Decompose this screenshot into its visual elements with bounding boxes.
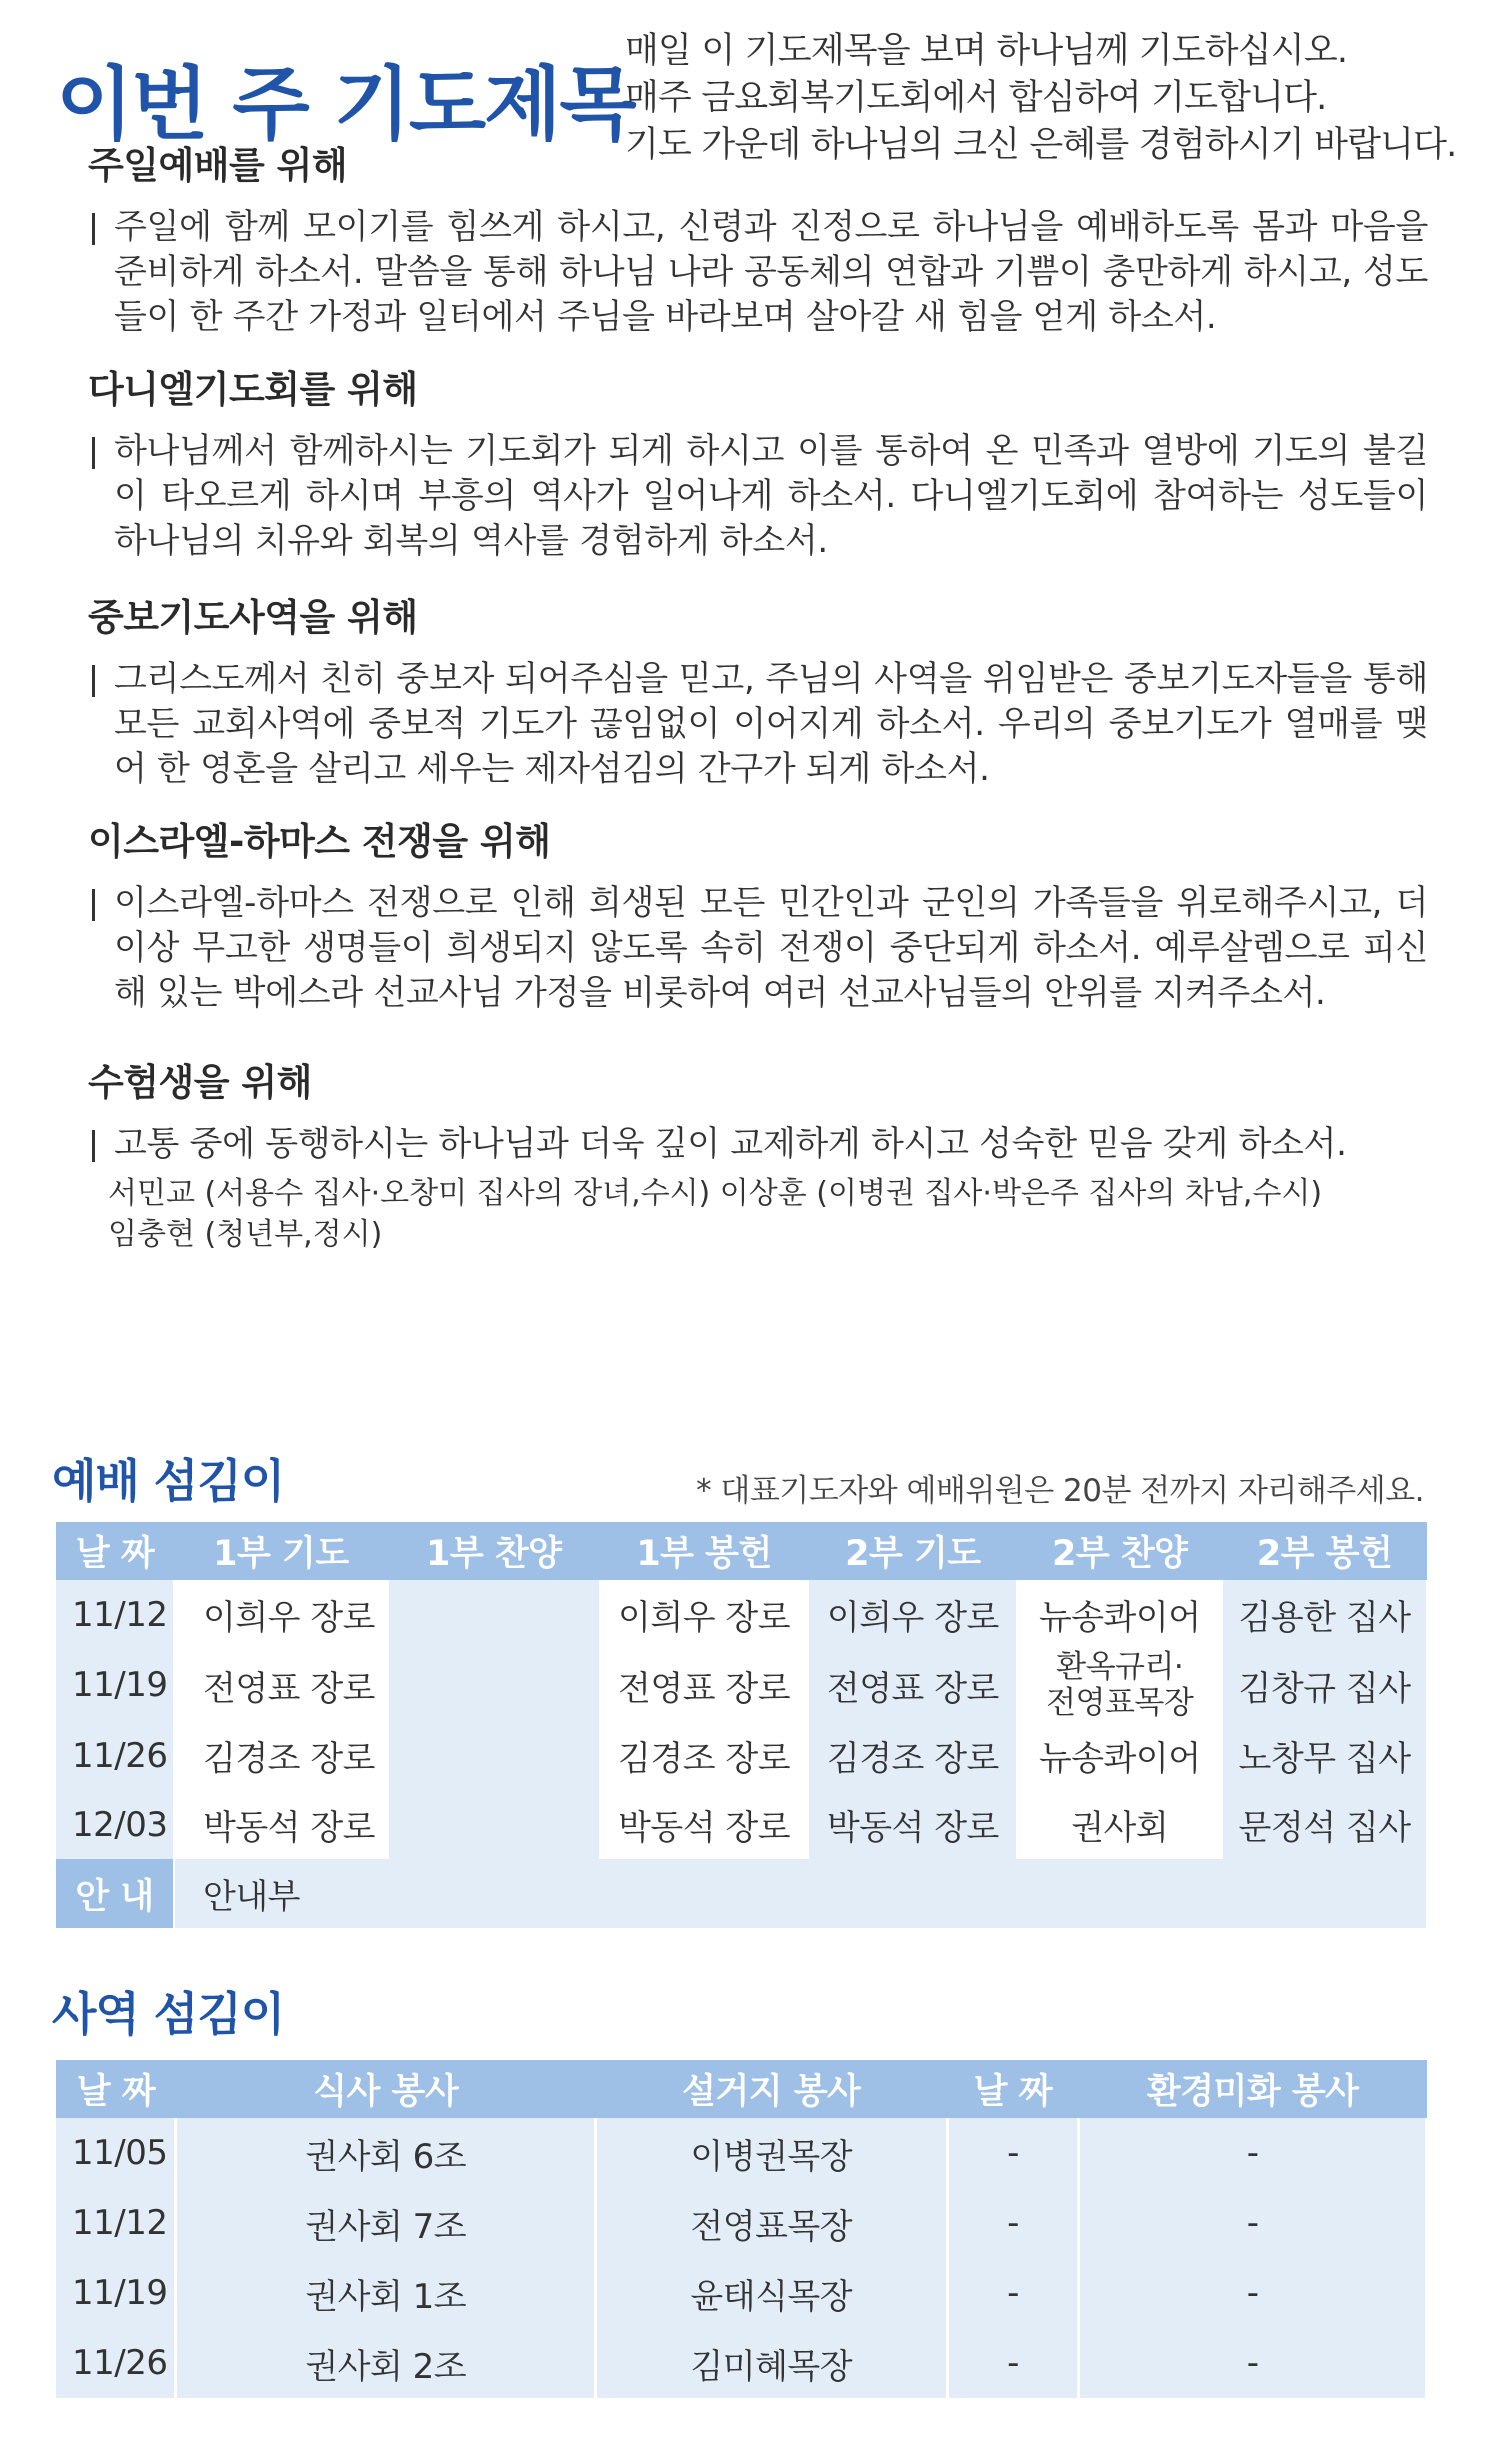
cell: 윤태식목장 (595, 2258, 947, 2328)
table-row (56, 2328, 1427, 2398)
page-title: 이번 주 기도제목 (56, 58, 635, 151)
column-header: 1부 기도 (174, 1522, 388, 1580)
guide-row (56, 1859, 1427, 1928)
cell: 권사회 2조 (176, 2328, 595, 2398)
cell: 전영표목장 (595, 2188, 947, 2258)
date-cell: 12/03 (56, 1790, 174, 1859)
cell (388, 1790, 600, 1859)
cell (388, 1721, 600, 1790)
cell: 김경조 장로 (174, 1721, 388, 1790)
cell: 김창규 집사 (1222, 1649, 1427, 1721)
cell: 김경조 장로 (600, 1721, 809, 1790)
prayer-body: 그리스도께서 친히 중보자 되어주심을 믿고, 주님의 사역을 위임받은 중보기도자들을 통해 모든 교회사역에 중보적 기도가 끊임없이 이어지게 하소서. 우리의 중보기도가 열매를 맺어 한 영혼을 살리고 세우는 제자섬김의 간구가 되게 하소서. (114, 657, 1428, 792)
prayer-body: 이스라엘-하마스 전쟁으로 인해 희생된 모든 민간인과 군인의 가족들을 위로해주시고, 더 이상 무고한 생명들이 희생되지 않도록 속히 전쟁이 중단되게 하소서. 예루살렘으로 피신해 있는 박에스라 선교사님 가정을 비롯하여 여러 선교사님들의 안위를 지켜주소서. (114, 881, 1428, 1016)
prayer-body: 하나님께서 함께하시는 기도회가 되게 하시고 이를 통하여 온 민족과 열방에 기도의 불길이 타오르게 하시며 부흥의 역사가 일어나게 하소서. 다니엘기도회에 참여하는 성도들이 하나님의 치유와 회복의 역사를 경험하게 하소서. (114, 429, 1428, 564)
cell: - (947, 2258, 1079, 2328)
table-row (56, 2258, 1427, 2328)
cell: 권사회 1조 (176, 2258, 595, 2328)
cell: 이병권목장 (595, 2118, 947, 2188)
prayer-heading: 주일예배를 위해 (88, 144, 348, 187)
column-header: 2부 기도 (808, 1522, 1017, 1580)
date-cell: 11/19 (56, 1649, 174, 1721)
cell (388, 1649, 600, 1721)
date-cell: 11/12 (56, 2188, 176, 2258)
guide-label: 안 내 (56, 1859, 174, 1928)
date-cell: 11/12 (56, 1580, 174, 1649)
cell: 김미혜목장 (595, 2328, 947, 2398)
cell: 박동석 장로 (600, 1790, 809, 1859)
guide-value: 안내부 (174, 1859, 1427, 1928)
column-header: 날 짜 (56, 1522, 174, 1580)
intro-line: 매일 이 기도제목을 보며 하나님께 기도하십시오. (625, 31, 1348, 71)
cell: 권사회 6조 (176, 2118, 595, 2188)
cell: 문정석 집사 (1222, 1790, 1427, 1859)
student-names: 임충현 (청년부,정시) (108, 1217, 383, 1252)
cell: - (947, 2188, 1079, 2258)
cell: 전영표 장로 (174, 1649, 388, 1721)
column-header: 날 짜 (56, 2060, 176, 2118)
date-cell: 11/19 (56, 2258, 176, 2328)
cell: 노창무 집사 (1222, 1721, 1427, 1790)
table-header-row (56, 1522, 1427, 1580)
worship-note: * 대표기도자와 예배위원은 20분 전까지 자리해주세요. (696, 1473, 1424, 1509)
date-cell: 11/26 (56, 2328, 176, 2398)
prayer-body: 주일에 함께 모이기를 힘쓰게 하시고, 신령과 진정으로 하나님을 예배하도록 몸과 마음을 준비하게 하소서. 말씀을 통해 하나님 나라 공동체의 연합과 기쁨이 충만하게 하시고, 성도들이 한 주간 가정과 일터에서 주님을 바라보며 살아갈 새 힘을 얻게 하소서. (114, 205, 1428, 340)
table-row (56, 1721, 1427, 1790)
cell: - (1079, 2188, 1427, 2258)
column-header: 1부 찬양 (388, 1522, 600, 1580)
intro-line: 기도 가운데 하나님의 크신 은혜를 경험하시기 바랍니다. (625, 125, 1457, 165)
cell: 뉴송콰이어 (1017, 1721, 1222, 1790)
cell: - (1079, 2258, 1427, 2328)
cell: 환옥규리· 전영표목장 (1017, 1649, 1222, 1721)
student-names: 서민교 (서용수 집사·오창미 집사의 장녀,수시) 이상훈 (이병권 집사·박은주 집사의 차남,수시) (108, 1176, 1323, 1211)
cell: 전영표 장로 (600, 1649, 809, 1721)
cell: 박동석 장로 (808, 1790, 1017, 1859)
cell: 권사회 7조 (176, 2188, 595, 2258)
date-cell: 11/05 (56, 2118, 176, 2188)
table-row (56, 2188, 1427, 2258)
column-header: 1부 봉헌 (600, 1522, 809, 1580)
cell: 김용한 집사 (1222, 1580, 1427, 1649)
column-header: 2부 찬양 (1017, 1522, 1222, 1580)
cell: - (947, 2118, 1079, 2188)
column-header: 날 짜 (947, 2060, 1079, 2118)
column-header: 환경미화 봉사 (1079, 2060, 1427, 2118)
cell: - (1079, 2328, 1427, 2398)
table-row (56, 1649, 1427, 1721)
table-row (56, 1580, 1427, 1649)
prayer-item-intercession (88, 587, 1428, 792)
table-header-row (56, 2060, 1427, 2118)
column-header: 식사 봉사 (176, 2060, 595, 2118)
prayer-item-daniel-prayer (88, 359, 1428, 564)
cell: 박동석 장로 (174, 1790, 388, 1859)
table-row (56, 1790, 1427, 1859)
cell: 전영표 장로 (808, 1649, 1017, 1721)
prayer-item-israel-hamas-war (88, 811, 1428, 1016)
ministry-schedule-table (56, 2060, 1428, 2398)
prayer-body: 고통 중에 동행하시는 하나님과 더욱 깊이 교제하게 하시고 성숙한 믿음 갖게 하소서. (114, 1122, 1428, 1167)
worship-schedule-table (56, 1522, 1428, 1928)
cell: 이희우 장로 (174, 1580, 388, 1649)
column-header: 2부 봉헌 (1222, 1522, 1427, 1580)
prayer-item-sunday-worship (88, 135, 1428, 340)
cell: 김경조 장로 (808, 1721, 1017, 1790)
worship-section-title: 예배 섬김이 (52, 1454, 285, 1508)
prayer-item-exam-students (88, 1052, 1428, 1257)
prayer-heading: 다니엘기도회를 위해 (88, 368, 418, 411)
cell: 뉴송콰이어 (1017, 1580, 1222, 1649)
cell: - (1079, 2118, 1427, 2188)
prayer-heading: 수험생을 위해 (88, 1061, 312, 1104)
ministry-section-title: 사역 섬김이 (52, 1987, 285, 2041)
cell: 이희우 장로 (600, 1580, 809, 1649)
column-header: 설거지 봉사 (595, 2060, 947, 2118)
cell: - (947, 2328, 1079, 2398)
table-row (56, 2118, 1427, 2188)
cell: 권사회 (1017, 1790, 1222, 1859)
prayer-heading: 중보기도사역을 위해 (88, 596, 418, 639)
cell (388, 1580, 600, 1649)
prayer-heading: 이스라엘-하마스 전쟁을 위해 (88, 820, 551, 863)
intro-line: 매주 금요회복기도회에서 합심하여 기도합니다. (625, 78, 1327, 118)
date-cell: 11/26 (56, 1721, 174, 1790)
cell: 이희우 장로 (808, 1580, 1017, 1649)
